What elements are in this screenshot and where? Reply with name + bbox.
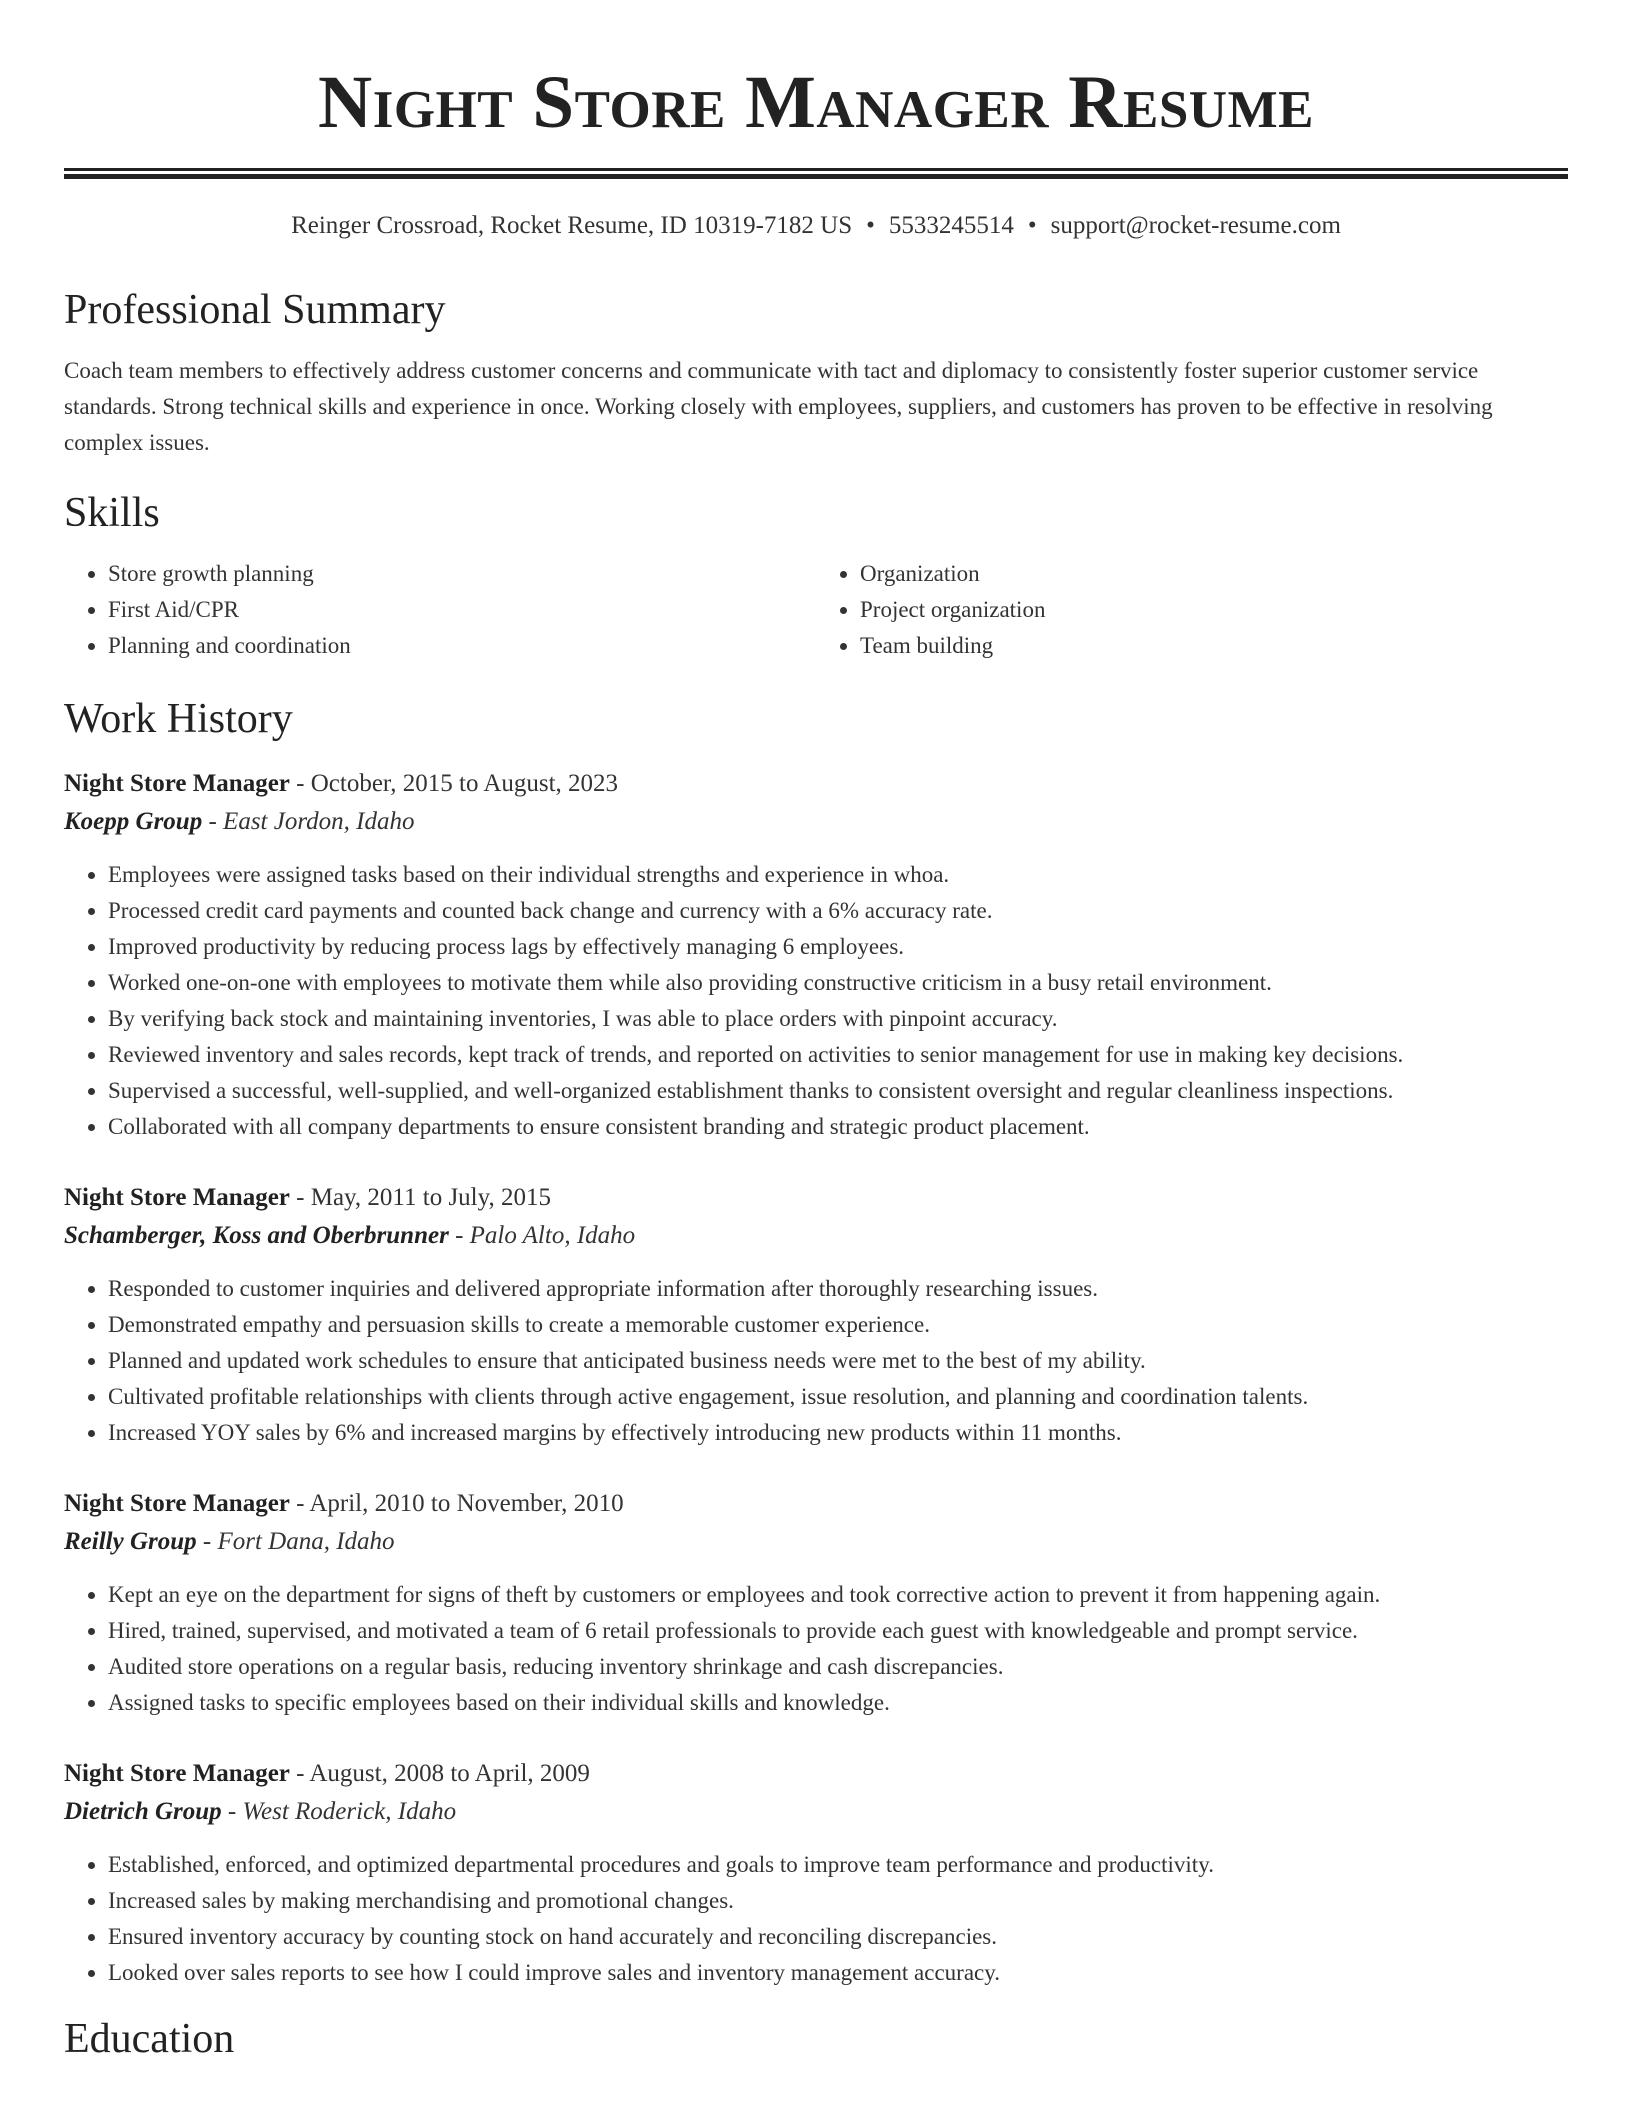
- skill-item: • Team building: [860, 628, 1568, 664]
- job-title: Night Store Manager: [64, 1490, 290, 1517]
- contact-email: support@rocket-resume.com: [1050, 212, 1341, 239]
- job-company-line: Koepp Group - East Jordon, Idaho: [64, 808, 415, 835]
- title-divider: [64, 168, 1568, 179]
- resume-title: Night Store Manager Resume: [318, 61, 1314, 144]
- job-company: Koepp Group: [64, 808, 203, 835]
- contact-separator: •: [1027, 212, 1037, 239]
- job-bullet: • Improved productivity by reducing process lags by effectively managing 6 employees.: [108, 929, 1568, 965]
- job-bullet: • Assigned tasks to specific employees based on their individual skills and knowledge.: [108, 1685, 1568, 1721]
- skills-column-left: [64, 556, 816, 664]
- job-company: Reilly Group: [64, 1528, 197, 1555]
- job-bullet: • Worked one-on-one with employees to motivate them while also providing constructive criticism in a busy retail environment.: [108, 965, 1568, 1001]
- job-bullet: • Hired, trained, supervised, and motivated a team of 6 retail professionals to provide each guest with knowledgeable and prompt service.: [108, 1613, 1568, 1649]
- summary-text: Coach team members to effectively address customer concerns and communicate with tact and diplomacy to consistently foster superior customer service standards. Strong technical skills and experience in once. Working closely with employees, suppliers, and customers has proven to be effective in resolving complex issues.: [64, 358, 1493, 455]
- job-bullet: • Looked over sales reports to see how I could improve sales and inventory management accuracy.: [108, 1955, 1568, 1991]
- job-title-line: Night Store Manager - August, 2008 to April, 2009: [64, 1760, 590, 1787]
- job-bullets: [64, 857, 1568, 1145]
- job-title: Night Store Manager: [64, 1184, 290, 1211]
- job-bullet: • Demonstrated empathy and persuasion skills to create a memorable customer experience.: [108, 1307, 1568, 1343]
- job-bullet: • Supervised a successful, well-supplied, and well-organized establishment thanks to consistent oversight and regular cleanliness inspections.: [108, 1073, 1568, 1109]
- job-location: East Jordon, Idaho: [223, 808, 415, 835]
- skill-item: • Planning and coordination: [108, 628, 816, 664]
- skill-item: • Store growth planning: [108, 556, 816, 592]
- summary-heading: Professional Summary: [64, 287, 446, 333]
- job-dates: April, 2010 to November, 2010: [309, 1490, 624, 1517]
- job-dates: May, 2011 to July, 2015: [310, 1184, 552, 1211]
- job-bullet: • Ensured inventory accuracy by counting stock on hand accurately and reconciling discrepancies.: [108, 1919, 1568, 1955]
- contact-address: Reinger Crossroad, Rocket Resume, ID 10319-7182 US: [291, 212, 853, 239]
- job-entry: [64, 1485, 1568, 1721]
- job-bullet: • By verifying back stock and maintaining inventories, I was able to place orders with pinpoint accuracy.: [108, 1001, 1568, 1037]
- job-bullets: [64, 1577, 1568, 1721]
- work-history-heading: Work History: [64, 696, 293, 742]
- job-title-line: Night Store Manager - April, 2010 to November, 2010: [64, 1490, 624, 1517]
- job-bullets: [64, 1847, 1568, 1991]
- job-location: Palo Alto, Idaho: [469, 1222, 636, 1249]
- job-entry: [64, 1179, 1568, 1451]
- job-location: Fort Dana, Idaho: [217, 1528, 395, 1555]
- skill-item: • Organization: [860, 556, 1568, 592]
- contact-line: [64, 210, 1568, 242]
- skill-item: • First Aid/CPR: [108, 592, 816, 628]
- job-bullet: • Processed credit card payments and counted back change and currency with a 6% accuracy rate.: [108, 893, 1568, 929]
- job-title: Night Store Manager: [64, 770, 290, 797]
- job-dates: August, 2008 to April, 2009: [309, 1760, 590, 1787]
- job-company: Schamberger, Koss and Oberbrunner: [64, 1222, 449, 1249]
- job-company-line: Schamberger, Koss and Oberbrunner - Palo Alto, Idaho: [64, 1222, 636, 1249]
- job-bullet: • Established, enforced, and optimized departmental procedures and goals to improve team performance and productivity.: [108, 1847, 1568, 1883]
- job-bullet: • Employees were assigned tasks based on their individual strengths and experience in whoa.: [108, 857, 1568, 893]
- job-entry: [64, 1755, 1568, 1991]
- skills-column-right: [816, 556, 1568, 664]
- job-bullet: • Responded to customer inquiries and delivered appropriate information after thoroughly researching issues.: [108, 1271, 1568, 1307]
- education-heading: Education: [64, 2016, 235, 2062]
- job-title-line: Night Store Manager - May, 2011 to July, 2015: [64, 1184, 552, 1211]
- job-bullet: • Planned and updated work schedules to ensure that anticipated business needs were met to the best of my ability.: [108, 1343, 1568, 1379]
- skills-list: [64, 556, 1568, 664]
- job-bullet: • Cultivated profitable relationships with clients through active engagement, issue resolution, and planning and coordination talents.: [108, 1379, 1568, 1415]
- job-bullet: • Increased sales by making merchandising and promotional changes.: [108, 1883, 1568, 1919]
- skill-item: • Project organization: [860, 592, 1568, 628]
- contact-separator: •: [866, 212, 875, 239]
- job-company: Dietrich Group: [64, 1798, 222, 1825]
- job-company-line: Dietrich Group - West Roderick, Idaho: [64, 1798, 457, 1825]
- job-title-line: Night Store Manager - October, 2015 to August, 2023: [64, 770, 619, 797]
- job-title: Night Store Manager: [64, 1760, 290, 1787]
- job-entry: [64, 765, 1568, 1145]
- job-company-line: Reilly Group - Fort Dana, Idaho: [64, 1528, 395, 1555]
- job-dates: October, 2015 to August, 2023: [310, 770, 619, 797]
- skills-heading: Skills: [64, 490, 160, 536]
- job-bullet: • Collaborated with all company departments to ensure consistent branding and strategic product placement.: [108, 1109, 1568, 1145]
- contact-phone: 5533245514: [888, 212, 1014, 239]
- job-bullet: • Kept an eye on the department for signs of theft by customers or employees and took corrective action to prevent it from happening again.: [108, 1577, 1568, 1613]
- job-bullet: • Reviewed inventory and sales records, kept track of trends, and reported on activities to senior management for use in making key decisions.: [108, 1037, 1568, 1073]
- job-bullet: • Audited store operations on a regular basis, reducing inventory shrinkage and cash discrepancies.: [108, 1649, 1568, 1685]
- job-location: West Roderick, Idaho: [242, 1798, 457, 1825]
- job-bullets: [64, 1271, 1568, 1451]
- job-bullet: • Increased YOY sales by 6% and increased margins by effectively introducing new products within 11 months.: [108, 1415, 1568, 1451]
